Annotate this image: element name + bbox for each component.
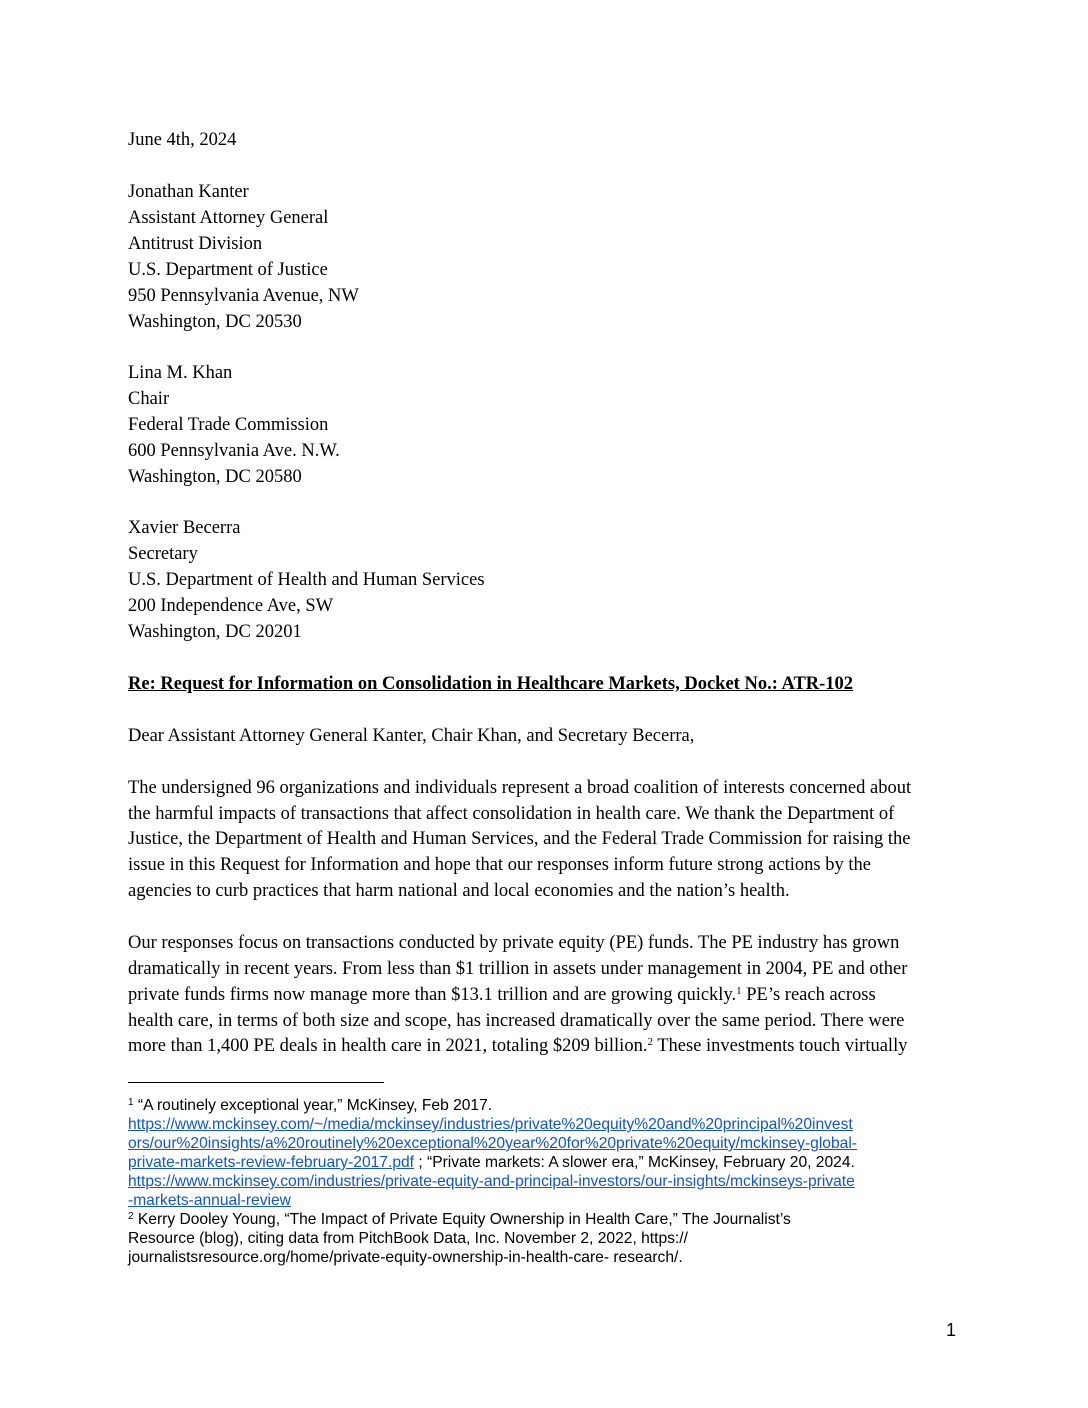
footnote-2 [128, 1210, 968, 1229]
paragraph-2-text: PE’s reach across [741, 985, 876, 1005]
footnote-1-link-1[interactable]: private-markets-review-february-2017.pdf [128, 1154, 414, 1171]
recipient-2-street: 600 Pennsylvania Ave. N.W. [128, 441, 340, 461]
paragraph-1-line: agencies to curb practices that harm national and local economies and the nation’s health. [128, 881, 790, 901]
footnote-2-line: Resource (blog), citing data from PitchBook Data, Inc. November 2, 2022, https:// [128, 1230, 688, 1247]
page-number: 1 [946, 1320, 957, 1340]
paragraph-2-line: health care, in terms of both size and scope, has increased dramatically over the same period. There were [128, 1011, 905, 1031]
footnote-1-link-1[interactable]: https://www.mckinsey.com/~/media/mckinsey/industries/private%20equity%20and%20principal%20invest [128, 1116, 853, 1133]
footnote-1-link-line [128, 1191, 968, 1210]
footnote-1 [128, 1096, 968, 1115]
paragraph-2-line [128, 984, 876, 1006]
paragraph-2-line: dramatically in recent years. From less than $1 trillion in assets under management in 2004, PE and other [128, 959, 908, 979]
paragraph-1-line: The undersigned 96 organizations and individuals represent a broad coalition of interests concerned about [128, 778, 912, 798]
footnote-1-link-line [128, 1134, 968, 1153]
footnote-1-link-1[interactable]: ors/our%20insights/a%20routinely%20exceptional%20year%20for%20private%20equity/mckinsey-global- [128, 1135, 857, 1152]
recipient-2-title: Chair [128, 389, 170, 409]
paragraph-2-text: These investments touch virtually [652, 1036, 908, 1056]
recipient-3-name: Xavier Becerra [128, 518, 241, 538]
paragraph-2-text: private funds firms now manage more than $13.1 trillion and are growing quickly. [128, 985, 737, 1005]
recipient-1-city: Washington, DC 20530 [128, 312, 302, 332]
recipient-1-street: 950 Pennsylvania Avenue, NW [128, 286, 359, 306]
recipient-3-agency: U.S. Department of Health and Human Services [128, 570, 485, 590]
footnote-2-line: journalistsresource.org/home/private-equity-ownership-in-health-care- research/. [128, 1249, 683, 1266]
footnote-1-text: ; “Private markets: A slower era,” McKinsey, February 20, 2024. [414, 1154, 855, 1171]
letter-date: June 4th, 2024 [128, 130, 237, 150]
footnote-1-link-line [128, 1115, 968, 1134]
recipient-1-title: Assistant Attorney General [128, 208, 329, 228]
paragraph-2-text: more than 1,400 PE deals in health care in 2021, totaling $209 billion. [128, 1036, 648, 1056]
footnote-divider [128, 1082, 384, 1083]
subject-heading: Re: Request for Information on Consolidation in Healthcare Markets, Docket No.: ATR-102 [128, 674, 854, 694]
footnote-1-link-2[interactable]: https://www.mckinsey.com/industries/private-equity-and-principal-investors/our-insights/mckinseys-private [128, 1173, 855, 1190]
paragraph-1-line: issue in this Request for Information and hope that our responses inform future strong actions by the [128, 855, 871, 875]
recipient-1-division: Antitrust Division [128, 234, 263, 254]
footnote-1-text: “A routinely exceptional year,” McKinsey, Feb 2017. [133, 1097, 493, 1114]
footnote-2-number: 2 [128, 1211, 134, 1222]
footnote-1-link-2[interactable]: -markets-annual-review [128, 1192, 291, 1209]
footnote-ref-1[interactable]: 1 [736, 985, 742, 997]
footnote-1-number: 1 [128, 1097, 134, 1108]
salutation: Dear Assistant Attorney General Kanter, Chair Khan, and Secretary Becerra, [128, 726, 695, 746]
recipient-2-name: Lina M. Khan [128, 363, 233, 383]
paragraph-1-line: Justice, the Department of Health and Human Services, and the Federal Trade Commission for raising the [128, 829, 911, 849]
paragraph-2-line: Our responses focus on transactions conducted by private equity (PE) funds. The PE industry has grown [128, 933, 900, 953]
footnote-2-text: Kerry Dooley Young, “The Impact of Private Equity Ownership in Health Care,” The Journalist’s [133, 1211, 791, 1228]
recipient-1-name: Jonathan Kanter [128, 182, 249, 202]
recipient-3-title: Secretary [128, 544, 198, 564]
footnote-1-link-line [128, 1172, 968, 1191]
recipient-2-city: Washington, DC 20580 [128, 467, 302, 487]
recipient-3-street: 200 Independence Ave, SW [128, 596, 334, 616]
footnote-1-link-line [128, 1153, 968, 1172]
recipient-2-agency: Federal Trade Commission [128, 415, 329, 435]
footnote-ref-2[interactable]: 2 [647, 1036, 653, 1048]
paragraph-2-line [128, 1035, 907, 1057]
paragraph-1-line: the harmful impacts of transactions that affect consolidation in health care. We thank the Department of [128, 804, 895, 824]
recipient-3-city: Washington, DC 20201 [128, 622, 302, 642]
recipient-1-agency: U.S. Department of Justice [128, 260, 328, 280]
